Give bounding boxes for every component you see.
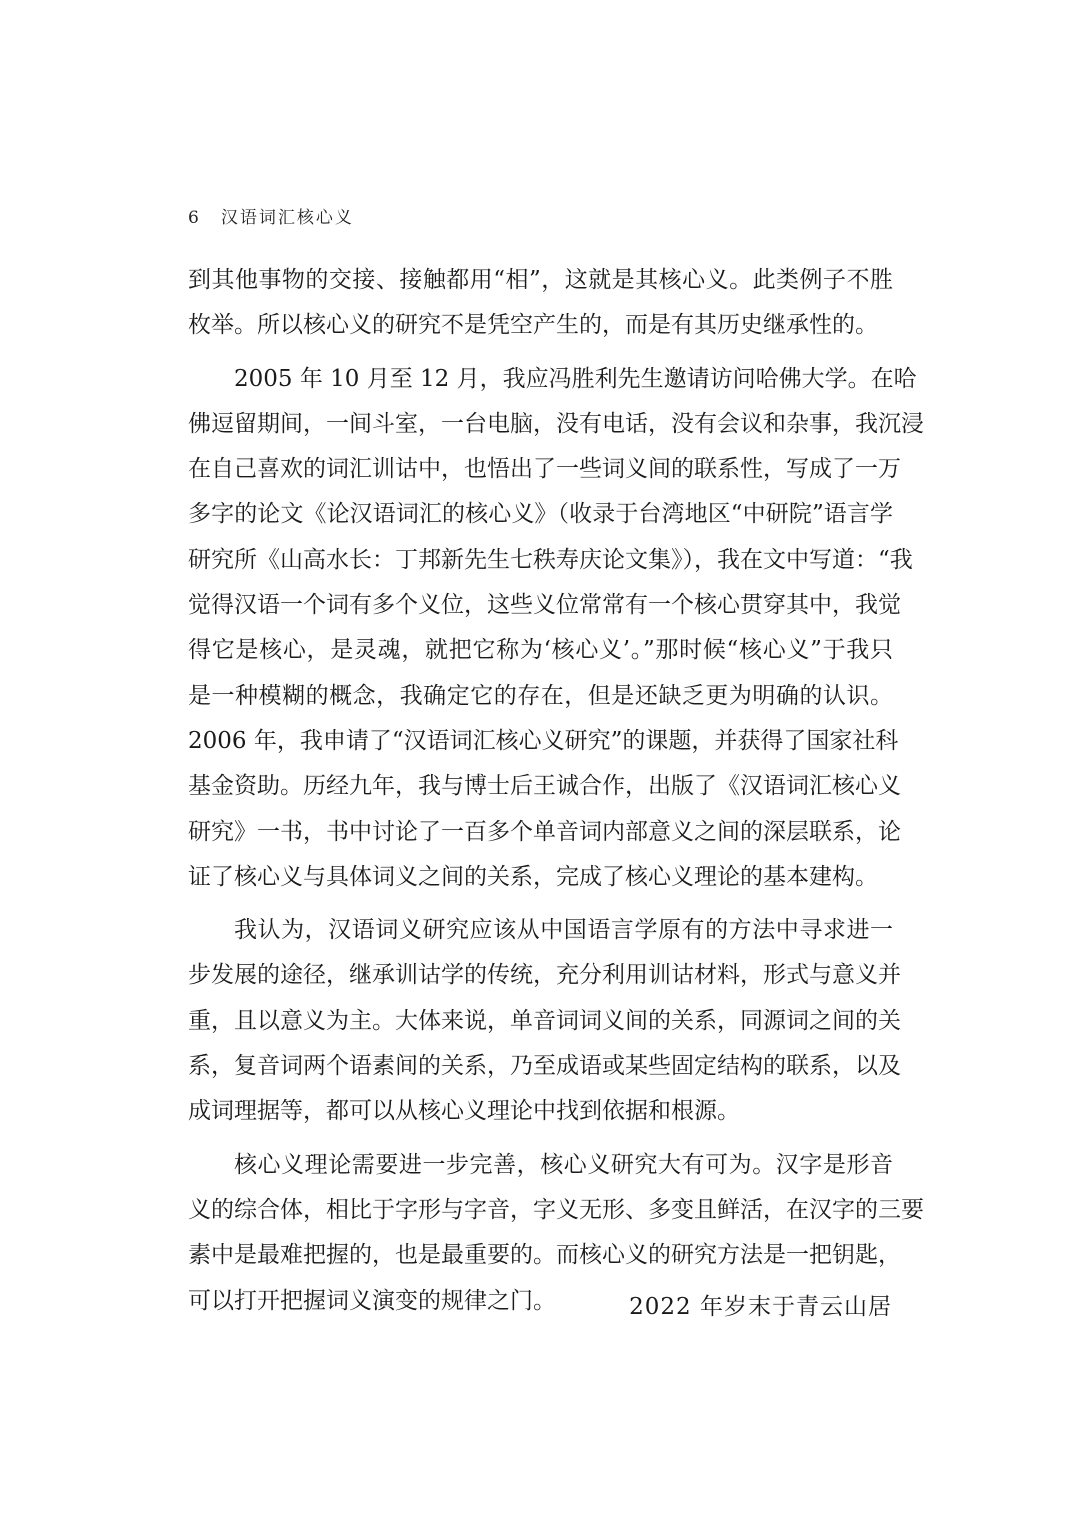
text-line: 成词理据等，都可以从核心义理论中找到依据和根源。 (188, 1098, 740, 1125)
text-line: 步发展的途径，继承训诂学的传统，充分利用训诂材料，形式与意义并 (188, 962, 901, 989)
text-line: 系，复音词两个语素间的关系，乃至成语或某些固定结构的联系，以及 (188, 1053, 901, 1080)
book-title: 汉语词汇核心义 (220, 208, 354, 228)
body-text (188, 258, 924, 1324)
signature-dateline: 2022 年岁末于青云山居 (629, 1294, 892, 1320)
text-line: 是一种模糊的概念，我确定它的存在，但是还缺乏更为明确的认识。 (188, 682, 893, 709)
text-line: 义的综合体，相比于字形与字音，字义无形、多变且鲜活，在汉字的三要 (188, 1196, 924, 1223)
page-number: 6 (188, 208, 199, 228)
text-line: 觉得汉语一个词有多个义位，这些义位常常有一个核心贯穿其中，我觉 (188, 592, 901, 619)
text-line: 证了核心义与具体词义之间的关系，完成了核心义理论的基本建构。 (188, 863, 878, 890)
text-line: 重，且以意义为主。大体来说，单音词词义间的关系，同源词之间的关 (188, 1007, 901, 1034)
text-line: 多字的论文《论汉语词汇的核心义》（收录于台湾地区“中研院”语言学 (188, 501, 893, 528)
text-line: 2005 年 10 月至 12 月，我应冯胜利先生邀请访问哈佛大学。在哈 (234, 365, 917, 392)
running-head (188, 206, 354, 230)
text-line: 研究》一书，书中讨论了一百多个单音词内部意义之间的深层联系，论 (188, 818, 901, 845)
paragraph-continuation (188, 258, 893, 349)
paragraph-harvard-visit (188, 357, 924, 901)
text-line: 我认为，汉语词义研究应该从中国语言学原有的方法中寻求进一 (234, 917, 893, 944)
text-line: 佛逗留期间，一间斗室，一台电脑，没有电话，没有会议和杂事，我沉浸 (188, 410, 924, 437)
text-line: 得它是核心，是灵魂，就把它称为‘核心义’。”那时候“核心义”于我只 (188, 637, 893, 664)
text-line: 到其他事物的交接、接触都用“相”，这就是其核心义。此类例子不胜 (188, 267, 893, 293)
text-line: 在自己喜欢的词汇训诂中，也悟出了一些词义间的联系性，写成了一万 (188, 456, 901, 483)
text-line: 素中是最难把握的，也是最重要的。而核心义的研究方法是一把钥匙， (188, 1242, 901, 1269)
text-line: 2006 年，我申请了“汉语词汇核心义研究”的课题，并获得了国家社科 (188, 727, 899, 754)
text-line: 可以打开把握词义演变的规律之门。 (188, 1287, 556, 1314)
text-line: 研究所《山高水长：丁邦新先生七秩寿庆论文集》），我在文中写道：“我 (188, 546, 913, 573)
text-line: 基金资助。历经九年，我与博士后王诚合作，出版了《汉语词汇核心义 (188, 773, 901, 800)
paragraph-methodology (188, 908, 901, 1134)
text-line: 核心义理论需要进一步完善，核心义研究大有可为。汉字是形音 (234, 1151, 893, 1178)
text-line: 枚举。所以核心义的研究不是凭空产生的，而是有其历史继承性的。 (188, 312, 878, 339)
